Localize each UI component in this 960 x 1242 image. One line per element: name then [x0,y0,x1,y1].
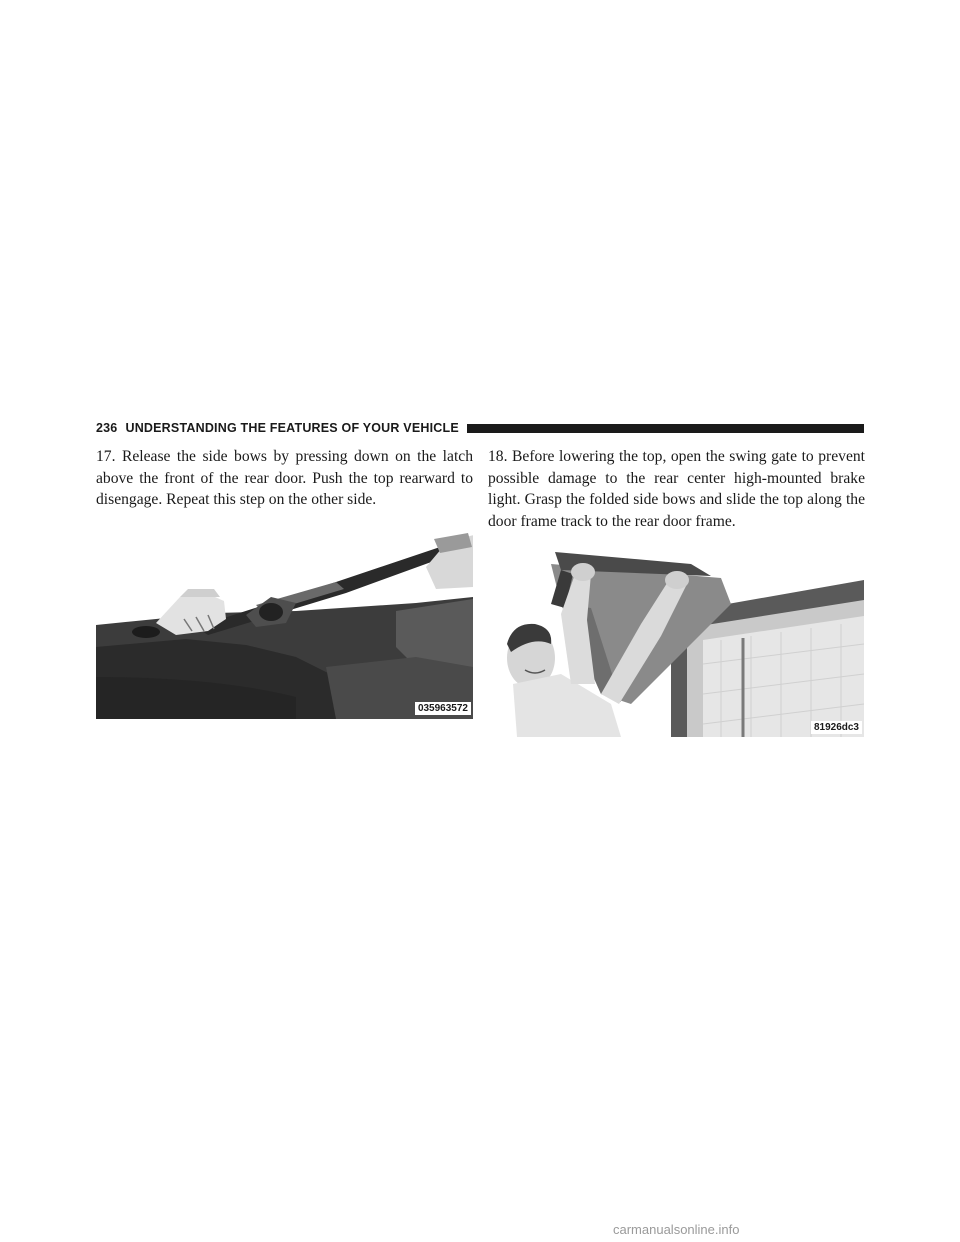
step-18-text: 18. Before lowering the top, open the swing gate to prevent possible damage to the rear center high-mounted brake light. Grasp the folded side bows and slide the top along the door frame track to the rear door frame. [488,448,865,530]
header-rule [467,424,864,433]
man-sliding-top-illustration [491,544,864,737]
figure-release-side-bows [96,527,473,719]
page-number: 236 [96,421,118,435]
page-header [96,418,864,438]
step-17-text: 17. Release the side bows by pressing down on the latch above the front of the rear door. Push the top rearward to disengage. Repeat this step on the other side. [96,448,473,509]
figure-code-label: 035963572 [415,702,471,715]
figure-slide-top [491,544,864,737]
hand-pressing-latch-illustration [96,527,473,719]
watermark-text: carmanualsonline.info [613,1222,740,1237]
section-title: UNDERSTANDING THE FEATURES OF YOUR VEHICLE [125,421,459,435]
figure-code-label: 81926dc3 [811,721,862,734]
